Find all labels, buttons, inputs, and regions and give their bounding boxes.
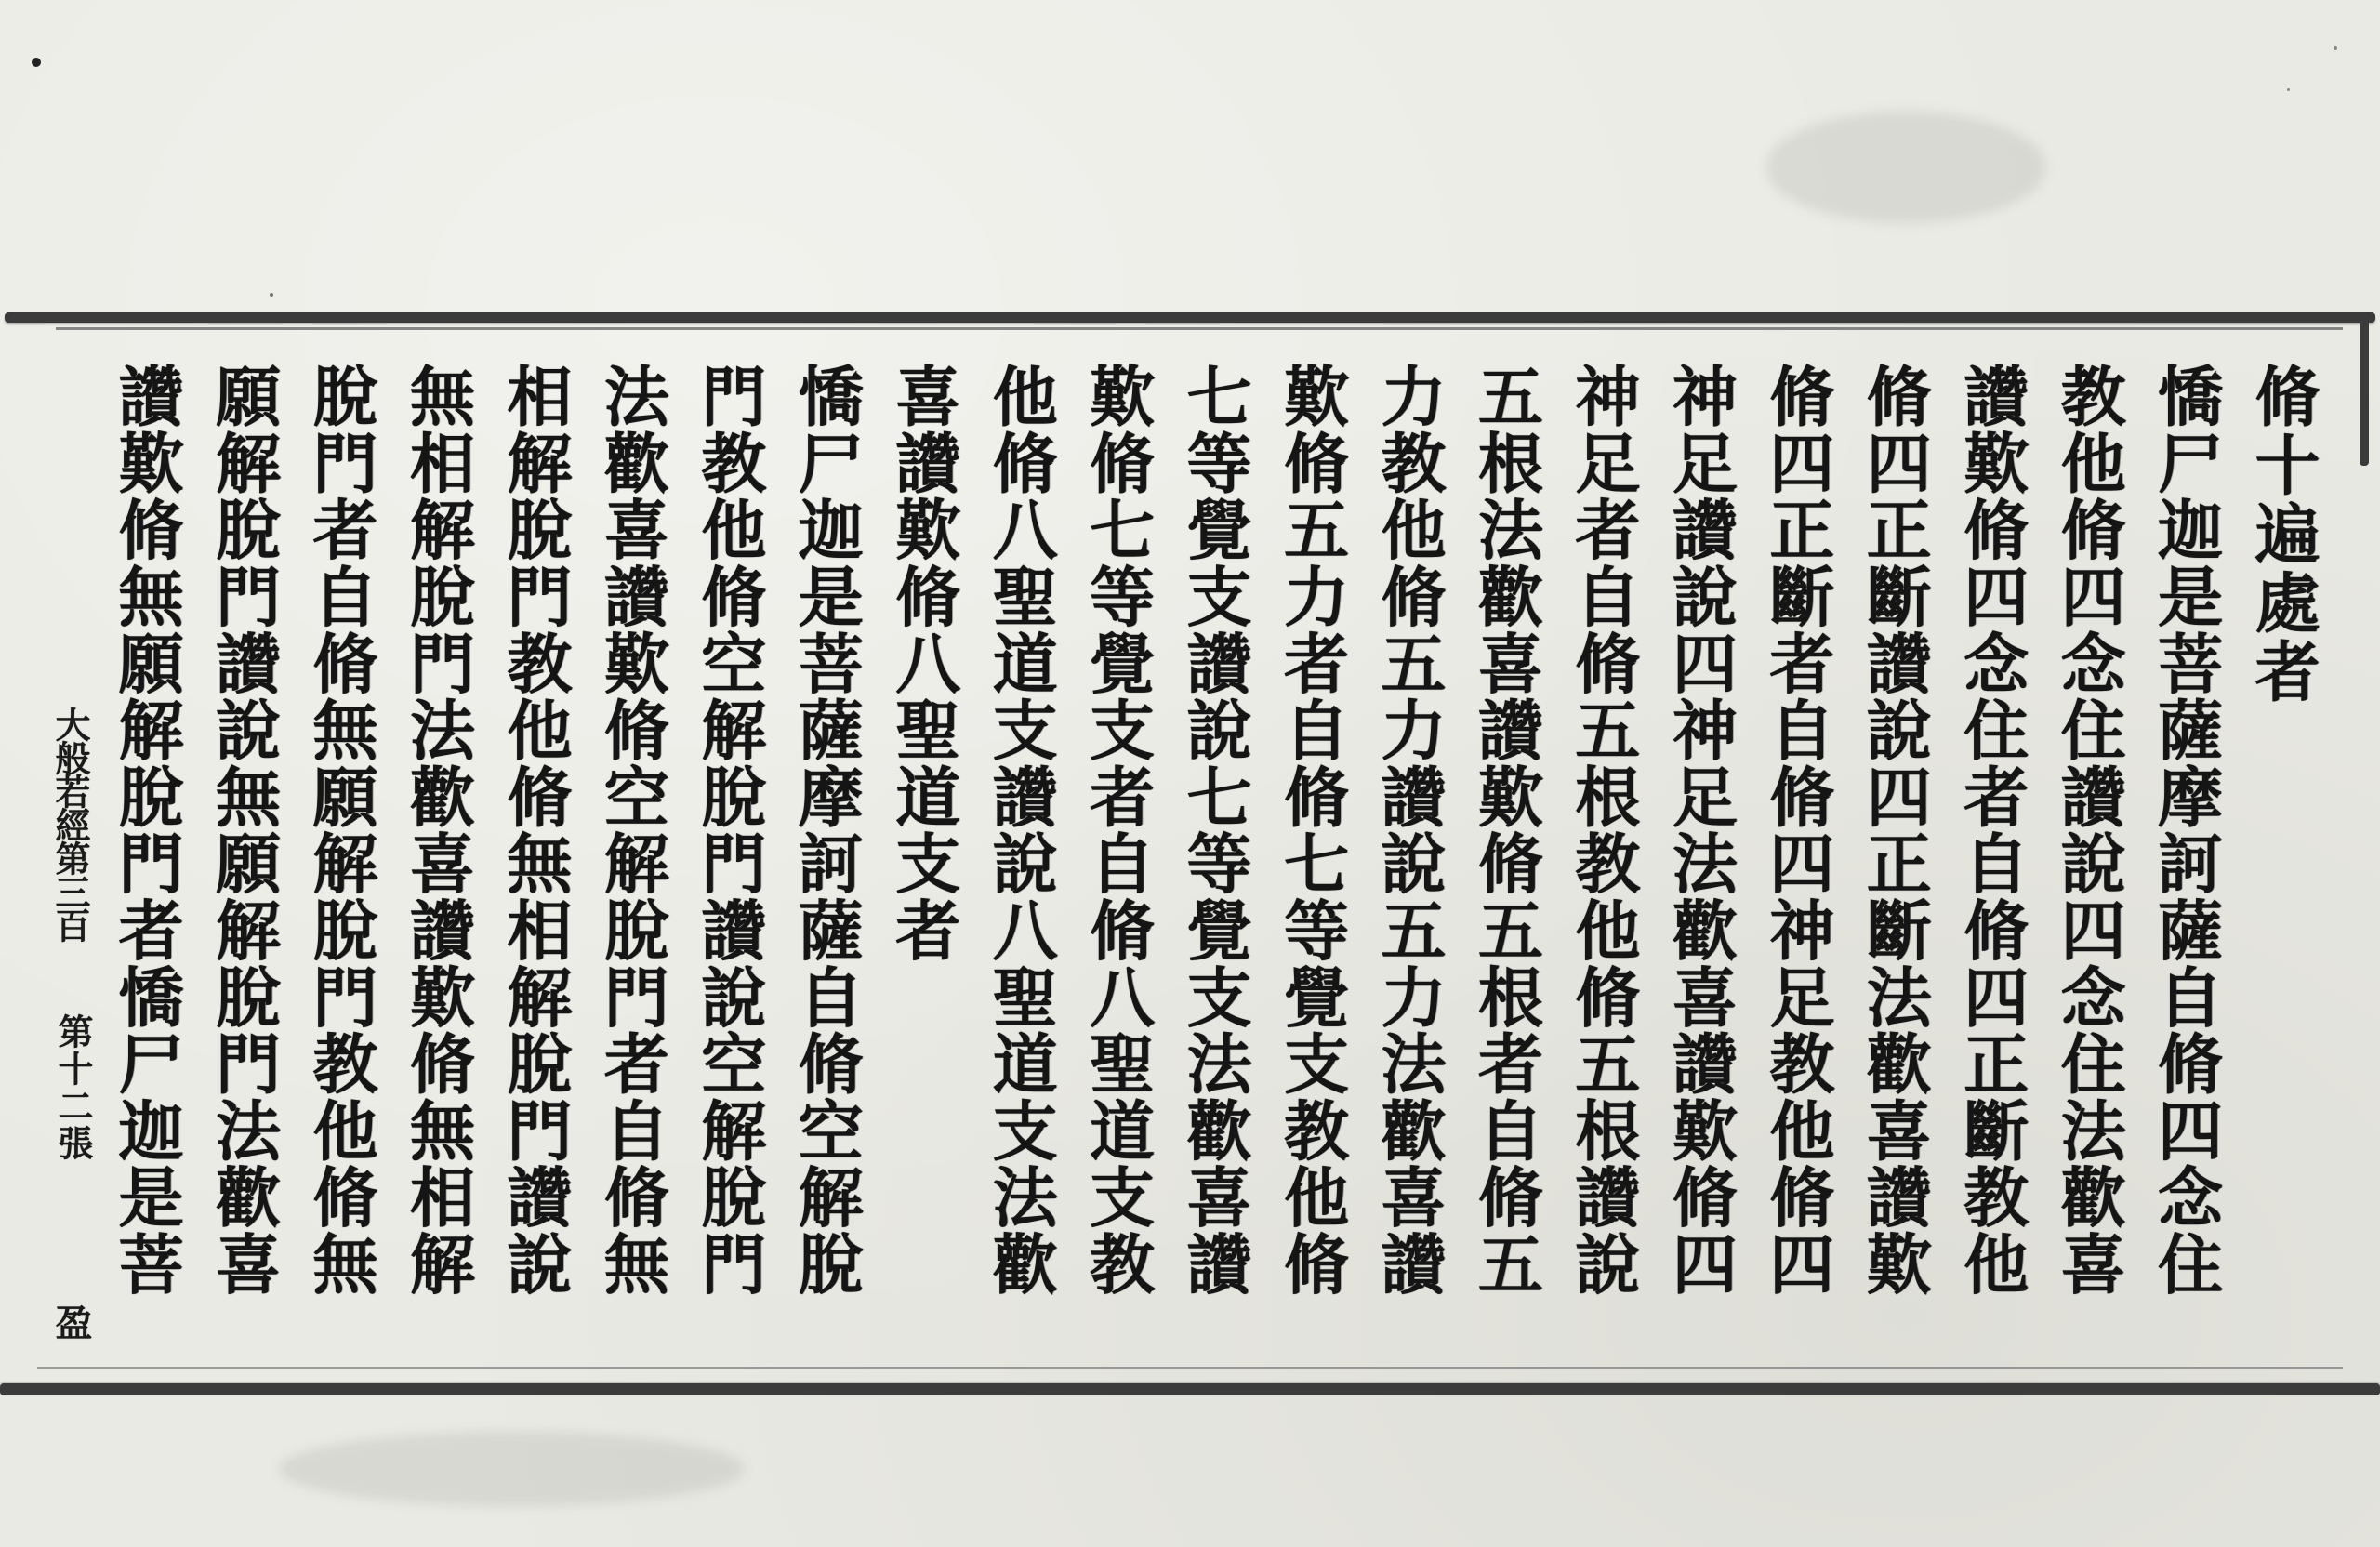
ink-spot xyxy=(270,293,273,297)
text-column: 讚歎脩無願解脫門者憍尸迦是菩 xyxy=(108,363,185,1298)
text-column: 相解脫門教他脩無相解脫門讚說 xyxy=(496,363,574,1298)
text-column: 他脩八聖道支讚說八聖道支法歡 xyxy=(982,363,1060,1298)
bottom-inner-rule xyxy=(37,1367,2343,1369)
ink-spot xyxy=(2287,88,2290,91)
text-block xyxy=(102,363,2321,1367)
text-column: 七等覺支讚說七等覺支法歡喜讚 xyxy=(1175,363,1253,1298)
margin-page-label: 第十二張 xyxy=(52,1013,94,1162)
text-column: 脩四正斷讚說四正斷法歡喜讚歎 xyxy=(1856,363,1934,1298)
text-column: 教他脩四念住讚說四念住法歡喜 xyxy=(2050,363,2128,1298)
text-column: 五根法歡喜讚歎脩五根者自脩五 xyxy=(1467,363,1545,1298)
text-column: 門教他脩空解脫門讚說空解脫門 xyxy=(690,363,768,1298)
text-column: 脩四正斷者自脩四神足教他脩四 xyxy=(1758,363,1836,1298)
top-border-rule xyxy=(5,312,2375,323)
ink-spot xyxy=(32,58,41,67)
text-column: 脫門者自脩無願解脫門教他脩無 xyxy=(301,363,379,1298)
ink-spot xyxy=(2334,46,2337,50)
top-inner-rule xyxy=(56,327,2343,330)
text-column: 憍尸迦是菩薩摩訶薩自脩四念住 xyxy=(2147,363,2225,1298)
bottom-border-rule xyxy=(0,1383,2380,1395)
text-column: 神足讚說四神足法歡喜讚歎脩四 xyxy=(1661,363,1739,1298)
text-column: 無相解脫門法歡喜讚歎脩無相解 xyxy=(399,363,477,1298)
margin-sutra-title: 大般若經第三百 xyxy=(49,707,91,941)
right-border-rule xyxy=(2360,312,2369,466)
text-column: 法歡喜讚歎脩空解脫門者自脩無 xyxy=(593,363,671,1298)
text-column: 讚歎脩四念住者自脩四正斷教他 xyxy=(1952,363,2030,1298)
text-column: 憍尸迦是菩薩摩訶薩自脩空解脫 xyxy=(787,363,866,1298)
text-column: 歎脩七等覺支者自脩八聖道支教 xyxy=(1078,363,1157,1298)
margin-volume-mark: 盈 xyxy=(49,1303,93,1341)
text-column: 歎脩五力者自脩七等覺支教他脩 xyxy=(1273,363,1351,1298)
text-column: 神足者自脩五根教他脩五根讚說 xyxy=(1564,363,1642,1298)
text-column-title: 脩十遍處者 xyxy=(2243,363,2321,707)
paper-stain xyxy=(1766,112,2045,223)
text-column: 願解脫門讚說無願解脫門法歡喜 xyxy=(205,363,283,1298)
paper-stain xyxy=(279,1432,744,1506)
text-column: 喜讚歎脩八聖道支者 xyxy=(884,363,962,964)
text-column: 力教他脩五力讚說五力法歡喜讚 xyxy=(1369,363,1448,1298)
